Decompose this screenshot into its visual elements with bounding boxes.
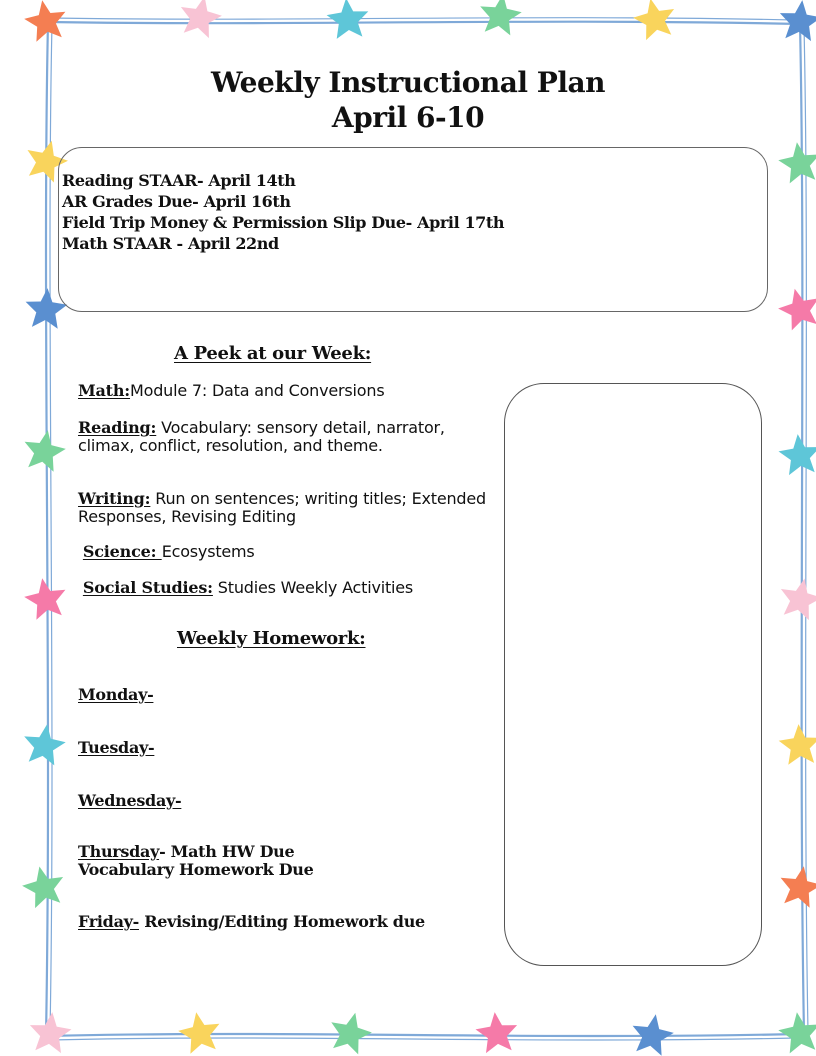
day-text: Revising/Editing Homework due <box>138 912 425 931</box>
peek-heading: A Peek at our Week: <box>174 343 372 364</box>
subject-text: Run on sentences; writing titles; Extended Responses, Revising Editing <box>78 489 486 526</box>
subject-math <box>78 382 488 400</box>
subject-label: Reading: <box>78 418 157 437</box>
subject-label: Writing: <box>78 489 151 508</box>
day-label: Wednesday- <box>78 791 182 810</box>
star-icon <box>30 1012 72 1053</box>
subject-reading <box>78 419 488 455</box>
date-item: Reading STAAR- April 14th <box>62 171 296 190</box>
important-dates-list <box>62 170 504 254</box>
subject-social-studies <box>78 579 488 597</box>
date-item: Math STAAR - April 22nd <box>62 234 279 253</box>
star-icon <box>778 289 816 331</box>
date-item: Field Trip Money & Permission Slip Due- April 17th <box>62 213 505 232</box>
star-icon <box>633 0 674 40</box>
star-icon <box>24 724 65 765</box>
star-icon <box>24 0 65 42</box>
homework-friday <box>78 913 425 931</box>
star-icon <box>779 434 816 475</box>
homework-thursday <box>78 843 314 879</box>
star-icon <box>781 866 816 908</box>
star-icon <box>178 1012 219 1054</box>
star-icon <box>24 578 65 620</box>
homework-monday <box>78 686 153 704</box>
star-icon <box>779 724 816 765</box>
subject-text: Ecosystems <box>161 542 255 561</box>
page-title: Weekly Instructional Plan <box>211 66 605 99</box>
homework-tuesday <box>78 739 154 757</box>
star-icon <box>778 1012 816 1053</box>
subject-text: Studies Weekly Activities <box>212 578 414 597</box>
notes-box <box>504 383 762 966</box>
star-icon <box>780 0 816 41</box>
subject-label: Social Studies: <box>82 578 213 597</box>
star-icon <box>778 142 816 183</box>
date-item: AR Grades Due- April 16th <box>62 192 291 211</box>
homework-wednesday <box>78 792 181 810</box>
star-icon <box>476 1012 518 1053</box>
day-label: Tuesday- <box>78 738 155 757</box>
day-text: - Math HW Due <box>159 842 295 861</box>
page-subtitle-dates: April 6-10 <box>331 101 485 134</box>
star-icon <box>781 579 816 621</box>
subject-label: Math: <box>78 381 131 400</box>
homework-heading: Weekly Homework: <box>177 628 366 649</box>
day-label: Thursday <box>78 842 160 861</box>
subject-text: Vocabulary: sensory detail, narrator, climax, conflict, resolution, and theme. <box>78 418 445 455</box>
day-label: Monday- <box>78 685 154 704</box>
star-icon <box>22 867 63 909</box>
star-icon <box>25 430 66 472</box>
star-icon <box>327 0 369 39</box>
subject-writing <box>78 490 488 526</box>
subject-label: Science: <box>82 542 162 561</box>
subject-text: Module 7: Data and Conversions <box>130 381 385 400</box>
day-label: Friday- <box>78 912 139 931</box>
day-text-line2: Vocabulary Homework Due <box>78 860 314 879</box>
subject-science <box>78 543 488 561</box>
